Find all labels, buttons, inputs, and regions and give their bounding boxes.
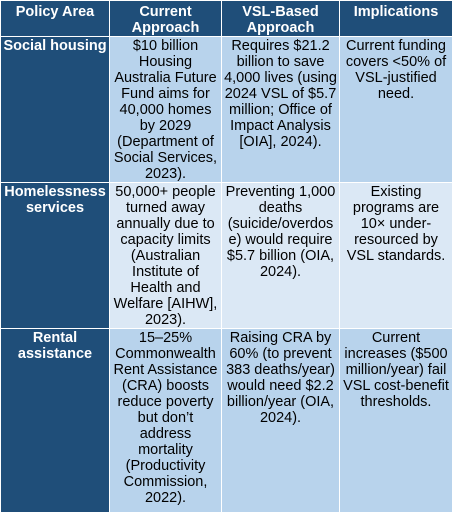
cell-implications: Current increases ($500 million/year) fail VSL cost-benefit thresholds. xyxy=(340,329,452,513)
cell-vsl-approach: Preventing 1,000 deaths (suicide/overdose) would require $5.7 billion (OIA, 2024). xyxy=(222,183,340,329)
row-policy-area: Homelessness services xyxy=(1,183,110,329)
cell-implications: Current funding covers <50% of VSL-justified need. xyxy=(340,37,452,183)
cell-implications: Existing programs are 10× under-resourced by VSL standards. xyxy=(340,183,452,329)
header-current-approach: Current Approach xyxy=(110,1,222,37)
row-policy-area: Rental assistance xyxy=(1,329,110,513)
header-vsl-approach: VSL-Based Approach xyxy=(222,1,340,37)
table-row xyxy=(1,37,452,183)
header-implications: Implications xyxy=(340,1,452,37)
cell-current-approach: 50,000+ people turned away annually due to capacity limits (Australian Institute of Health and Welfare [AIHW], 2023). xyxy=(110,183,222,329)
row-policy-area: Social housing xyxy=(1,37,110,183)
cell-current-approach: $10 billion Housing Australia Future Fund aims for 40,000 homes by 2029 (Department of Social Services, 2023). xyxy=(110,37,222,183)
cell-vsl-approach: Requires $21.2 billion to save 4,000 lives (using 2024 VSL of $5.7 million; Office of Impact Analysis [OIA], 2024). xyxy=(222,37,340,183)
cell-current-approach: 15–25% Commonwealth Rent Assistance (CRA) boosts reduce poverty but don’t address mortality (Productivity Commission, 2022). xyxy=(110,329,222,513)
table-row xyxy=(1,329,452,513)
header-row xyxy=(1,1,452,37)
cell-vsl-approach: Raising CRA by 60% (to prevent 383 deaths/year) would need $2.2 billion/year (OIA, 2024). xyxy=(222,329,340,513)
header-policy-area: Policy Area xyxy=(1,1,110,37)
table-row xyxy=(1,183,452,329)
